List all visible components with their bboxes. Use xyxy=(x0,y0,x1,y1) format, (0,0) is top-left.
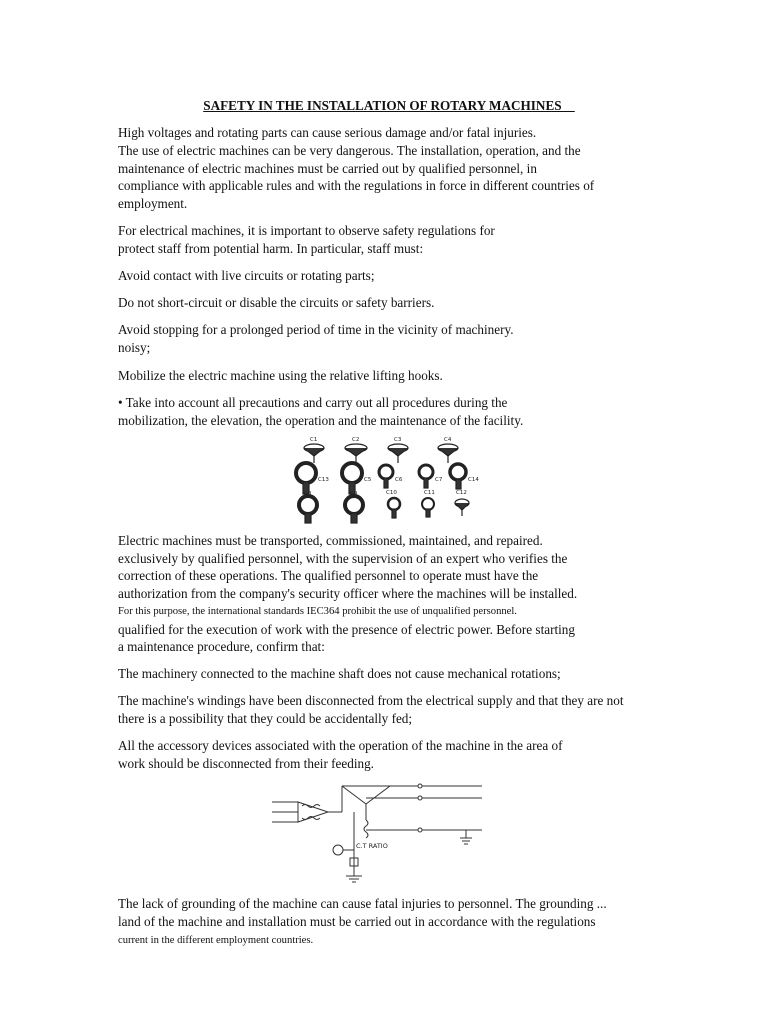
grounding-wiring-diagram xyxy=(270,780,490,888)
hook-label: C7 xyxy=(435,477,443,483)
paragraph-7-line-2: mobilization, the elevation, the operation and the maintenance of the facility. xyxy=(118,413,524,428)
paragraph-6: Mobilize the electric machine using the relative lifting hooks. xyxy=(118,368,443,383)
paragraph-8-line-3: correction of these operations. The qualified personnel to operate must have the xyxy=(118,568,539,583)
paragraph-8-line-6: qualified for the execution of work with the presence of electric power. Before starting xyxy=(118,622,575,637)
paragraph-11-line-2: work should be disconnected from their feeding. xyxy=(118,756,374,771)
paragraph-3: Avoid contact with live circuits or rotating parts; xyxy=(118,268,375,283)
hook-label: C4 xyxy=(444,437,452,443)
paragraph-8-line-7: a maintenance procedure, confirm that: xyxy=(118,639,325,654)
hook-label: C11 xyxy=(424,490,435,496)
document-title: SAFETY IN THE INSTALLATION OF ROTARY MACHINES xyxy=(203,98,575,113)
hook-label: C6 xyxy=(395,477,403,483)
hook-icon-c8 xyxy=(299,496,317,523)
paragraph-9: The machinery connected to the machine shaft does not cause mechanical rotations; xyxy=(118,666,561,681)
paragraph-10-line-2: there is a possibility that they could be accidentally fed; xyxy=(118,711,413,726)
paragraph-1-line-4: compliance with applicable rules and with the regulations in force in different countries of xyxy=(118,178,595,193)
hook-icon-c5 xyxy=(342,463,362,494)
hook-icon-c7 xyxy=(419,465,433,488)
paragraph-4: Do not short-circuit or disable the circuits or safety barriers. xyxy=(118,295,435,310)
hook-icon-c11 xyxy=(422,498,434,517)
hook-icon-c1 xyxy=(304,444,324,463)
ct-ratio-label: C.T RATIO xyxy=(356,842,388,850)
paragraph-1-line-1: High voltages and rotating parts can cause serious damage and/or fatal injuries. xyxy=(118,125,537,140)
hook-icon-c10 xyxy=(388,498,400,518)
hook-icon-c2 xyxy=(345,444,367,463)
hook-label: C10 xyxy=(386,490,397,496)
paragraph-12-line-2: land of the machine and installation must be carried out in accordance with the regulations xyxy=(118,914,596,929)
paragraph-12-line-3: current in the different employment countries. xyxy=(118,935,314,946)
lifting-hooks-figure xyxy=(290,436,490,524)
paragraph-12-line-1: The lack of grounding of the machine can cause fatal injuries to personnel. The grounding ... xyxy=(118,896,607,911)
hook-label: C8 xyxy=(304,491,312,497)
hook-label: C13 xyxy=(318,477,329,483)
paragraph-2-line-2: protect staff from potential harm. In particular, staff must: xyxy=(118,241,424,256)
paragraph-1-line-3: maintenance of electric machines must be carried out by qualified personnel, in xyxy=(118,161,537,176)
hook-label: C2 xyxy=(352,437,360,443)
hook-icon-c9 xyxy=(345,496,363,523)
hook-icon-c6 xyxy=(379,465,393,488)
hook-label: C3 xyxy=(394,437,402,443)
paragraph-1-line-5: employment. xyxy=(118,196,188,211)
hook-label: C1 xyxy=(310,437,318,443)
hook-label: C9 xyxy=(350,491,358,497)
hook-label: C14 xyxy=(468,477,479,483)
paragraph-8-line-4: authorization from the company's security officer where the machines will be installed. xyxy=(118,586,578,601)
paragraph-5-line-1: Avoid stopping for a prolonged period of time in the vicinity of machinery. xyxy=(118,322,514,337)
paragraph-10-line-1: The machine's windings have been disconnected from the electrical supply and that they are not xyxy=(118,693,624,708)
hook-icon-c14 xyxy=(450,464,466,489)
paragraph-8-line-1: Electric machines must be transported, commissioned, maintained, and repaired. xyxy=(118,533,543,548)
paragraph-2-line-1: For electrical machines, it is important to observe safety regulations for xyxy=(118,223,495,238)
paragraph-11-line-1: All the accessory devices associated with the operation of the machine in the area of xyxy=(118,738,563,753)
hook-label: C12 xyxy=(456,490,467,496)
paragraph-1-line-2: The use of electric machines can be very dangerous. The installation, operation, and the xyxy=(118,143,581,158)
hook-icon-c12 xyxy=(455,499,469,516)
hook-label: C5 xyxy=(364,477,372,483)
paragraph-7-line-1: • Take into account all precautions and carry out all procedures during the xyxy=(118,395,508,410)
hook-icon-c3 xyxy=(388,444,408,463)
hook-icon-c4 xyxy=(438,444,458,463)
paragraph-5-line-2: noisy; xyxy=(118,340,151,355)
paragraph-8-line-5: For this purpose, the international standards IEC364 prohibit the use of unqualified personnel. xyxy=(118,606,517,617)
hook-icon-c13 xyxy=(296,463,316,494)
paragraph-8-line-2: exclusively by qualified personnel, with the supervision of an expert who verifies the xyxy=(118,551,568,566)
